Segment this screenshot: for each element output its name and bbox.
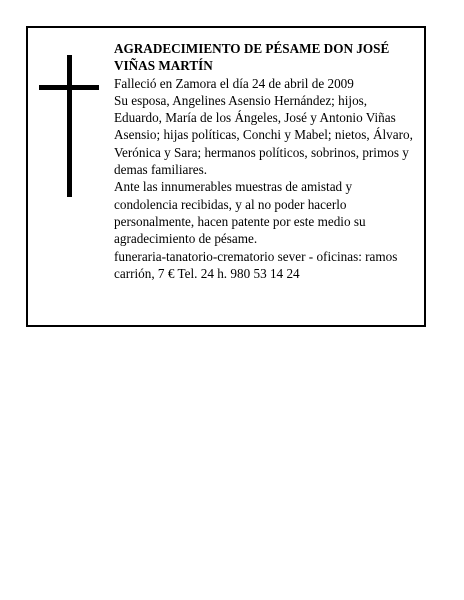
notice-title: AGRADECIMIENTO DE PÉSAME DON JOSÉ VIÑAS MARTÍN: [114, 41, 390, 74]
obituary-notice: [26, 26, 426, 327]
cross-vertical-bar: [67, 55, 72, 197]
family-paragraph: Su esposa, Angelines Asensio Hernández; hijos, Eduardo, María de los Ángeles, José y Antonio Viñas Asensio; hijas políticas, Conchi y Mabel; nietos, Álvaro, Verónica y Sara; hermanos políticos, sobrinos, primos y demas familiares.: [114, 92, 413, 178]
notice-text: [114, 40, 418, 282]
death-line: Falleció en Zamora el día 24 de abril de 2009: [114, 75, 354, 91]
funeral-home-info: funeraria-tanatorio-crematorio sever - oficinas: ramos carrión, 7 € Tel. 24 h. 980 53 14 24: [114, 248, 398, 281]
gratitude-paragraph: Ante las innumerables muestras de amistad y condolencia recibidas, y al no poder hacerlo personalmente, hacen patente por este medio su agradecimiento de pésame.: [114, 179, 366, 247]
cross-horizontal-bar: [39, 85, 99, 90]
